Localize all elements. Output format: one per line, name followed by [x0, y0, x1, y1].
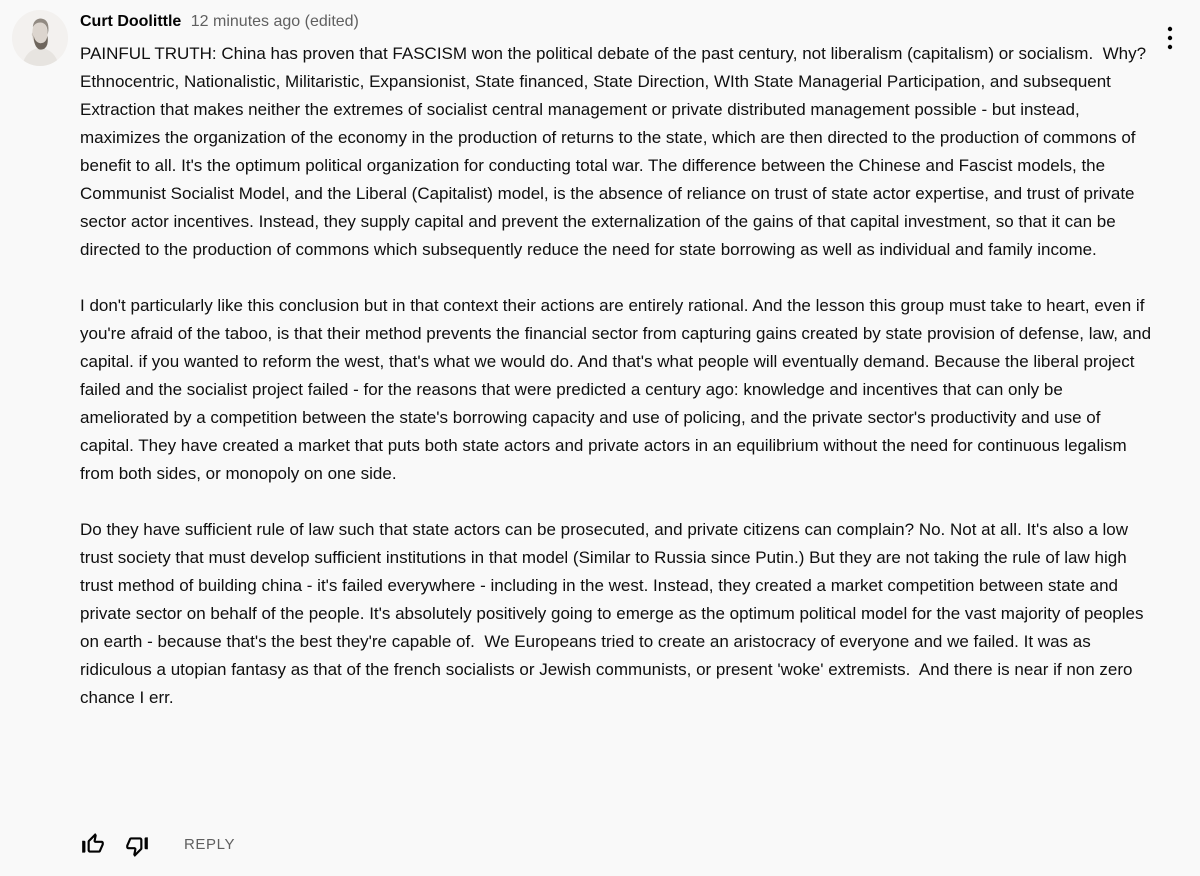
thumbs-down-icon — [124, 833, 150, 859]
comment-content — [80, 12, 1156, 712]
like-button[interactable] — [80, 831, 106, 857]
comment-header — [80, 12, 1156, 32]
reply-button[interactable]: REPLY — [184, 835, 236, 853]
comment-paragraph: PAINFUL TRUTH: China has proven that FASCISM won the political debate of the past century, not liberalism (capitalism) or socialism. Why? Ethnocentric, Nationalistic, Militaristic, Expansionist, State financed, State Direction, WIth State Managerial Participation, and subsequent Extraction that makes neither the extremes of socialist central management or private distributed management possible - but instead, maximizes the organization of the economy in the production of returns to the state, which are then directed to the production of commons of benefit to all. It's the optimum political organization for conducting total war. The difference between the Chinese and Fascist models, the Communist Socialist Model, and the Liberal (Capitalist) model, is the absence of reliance on trust of state actor expertise, and trust of private sector actor incentives. Instead, they supply capital and prevent the externalization of the gains of that capital investment, so that it can be directed to the production of commons which subsequently reduce the need for state borrowing as well as individual and family income. — [80, 44, 1151, 259]
author-name[interactable]: Curt Doolittle — [80, 13, 182, 30]
kebab-menu-icon — [1161, 25, 1179, 51]
thumbs-up-icon — [80, 831, 106, 857]
comment-text — [80, 40, 1156, 712]
more-options-button[interactable] — [1156, 22, 1184, 54]
avatar-portrait-icon — [12, 10, 68, 66]
avatar[interactable] — [12, 10, 68, 66]
comment-paragraph: Do they have sufficient rule of law such that state actors can be prosecuted, and private citizens can complain? No. Not at all. It's also a low trust society that must develop sufficient institutions in that model (Similar to Russia since Putin.) But they are not taking the rule of law high trust method of building china - it's failed everywhere - including in the west. Instead, they created a market competition between state and private sector on behalf of the people. It's absolutely positively going to emerge as the optimum political model for the vast majority of peoples on earth - because that's the best they're capable of. We Europeans tried to create an aristocracy of everyone and we failed. It was as ridiculous a utopian fantasy as that of the french socialists or Jewish communists, or present 'woke' extremists. And there is near if non zero chance I err. — [80, 520, 1149, 707]
comment-action-bar — [80, 829, 235, 859]
dislike-button[interactable] — [124, 833, 150, 859]
comment-timestamp[interactable]: 12 minutes ago (edited) — [190, 13, 359, 30]
comment-paragraph: I don't particularly like this conclusion but in that context their actions are entirely rational. And the lesson this group must take to heart, even if you're afraid of the taboo, is that their method prevents the financial sector from capturing gains created by state provision of defense, law, and capital. if you wanted to reform the west, that's what we would do. And that's what people will eventually demand. Because the liberal project failed and the socialist project failed - for the reasons that were predicted a century ago: knowledge and incentives that can only be ameliorated by a competition between the state's borrowing capacity and use of policing, and the private sector's productivity and use of capital. They have created a market that puts both state actors and private actors in an equilibrium without the need for continuous legalism from both sides, or monopoly on one side. — [80, 296, 1156, 483]
